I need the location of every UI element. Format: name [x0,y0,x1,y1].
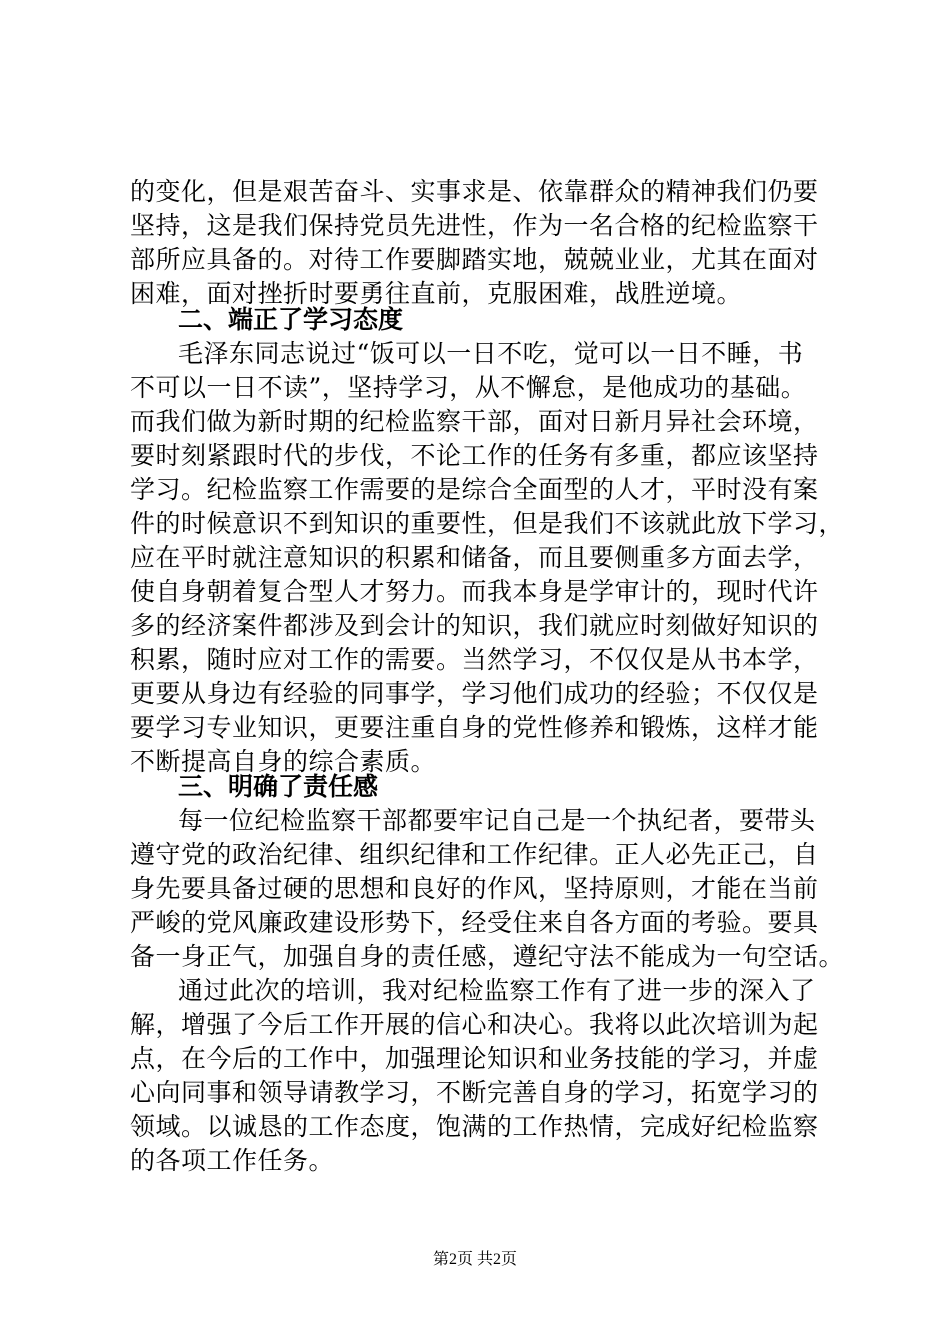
paragraph-line: 而我们做为新时期的纪检监察干部，面对日新月异社会环境， [130,407,819,436]
paragraph-line: 坚持，这是我们保持党员先进性，作为一名合格的纪检监察干 [130,211,819,240]
paragraph-line: 不断提高自身的综合素质。 [130,747,437,776]
paragraph-line: 多的经济案件都涉及到会计的知识，我们就应时刻做好知识的 [130,611,819,640]
paragraph-line: 毛泽东同志说过“饭可以一日不吃，觉可以一日不睡，书 [178,339,804,368]
paragraph-line: 要时刻紧跟时代的步伐，不论工作的任务有多重，都应该坚持 [130,441,819,470]
paragraph-line: 学习。纪检监察工作需要的是综合全面型的人才，平时没有案 [130,475,819,504]
paragraph-line: 积累，随时应对工作的需要。当然学习，不仅仅是从书本学， [130,645,819,674]
paragraph-line: 心向同事和领导请教学习，不断完善自身的学习，拓宽学习的 [130,1078,819,1107]
paragraph-line: 使自身朝着复合型人才努力。而我本身是学审计的，现时代许 [130,577,819,606]
page-number-footer: 第2页 共2页 [432,1251,517,1268]
paragraph-line: 每一位纪检监察干部都要牢记自己是一个执纪者，要带头 [178,806,816,835]
paragraph-line: 不可以一日不读”，坚持学习，从不懈怠，是他成功的基础。 [130,373,807,402]
paragraph-line: 备一身正气，加强自身的责任感，遵纪守法不能成为一句空话。 [130,942,845,971]
paragraph-line: 领域。以诚恳的工作态度，饱满的工作热情，完成好纪检监察 [130,1112,819,1141]
paragraph-line: 要学习专业知识，更要注重自身的党性修养和锻炼，这样才能 [130,713,819,742]
paragraph-line: 更要从身边有经验的同事学，学习他们成功的经验；不仅仅是 [130,679,819,708]
paragraph-line: 的各项工作任务。 [130,1146,335,1175]
paragraph-line: 解，增强了今后工作开展的信心和决心。我将以此次培训为起 [130,1010,819,1039]
paragraph-line: 严峻的党风廉政建设形势下，经受住来自各方面的考验。要具 [130,908,819,937]
paragraph-line: 通过此次的培训，我对纪检监察工作有了进一步的深入了 [178,976,816,1005]
paragraph-line: 应在平时就注意知识的积累和储备，而且要侧重多方面去学， [130,543,819,572]
paragraph-line: 的变化，但是艰苦奋斗、实事求是、依靠群众的精神我们仍要 [130,177,819,206]
paragraph-line: 身先要具备过硬的思想和良好的作风，坚持原则，才能在当前 [130,874,819,903]
section-heading-attitude: 二、端正了学习态度 [178,305,404,334]
paragraph-line: 困难，面对挫折时要勇往直前，克服困难，战胜逆境。 [130,279,743,308]
paragraph-line: 点，在今后的工作中，加强理论知识和业务技能的学习，并虚 [130,1044,819,1073]
paragraph-line: 部所应具备的。对待工作要脚踏实地，兢兢业业，尤其在面对 [130,245,819,274]
paragraph-line: 件的时候意识不到知识的重要性，但是我们不该就此放下学习， [130,509,845,538]
section-heading-responsibility: 三、明确了责任感 [178,772,379,801]
paragraph-line: 遵守党的政治纪律、组织纪律和工作纪律。正人必先正己，自 [130,840,819,869]
